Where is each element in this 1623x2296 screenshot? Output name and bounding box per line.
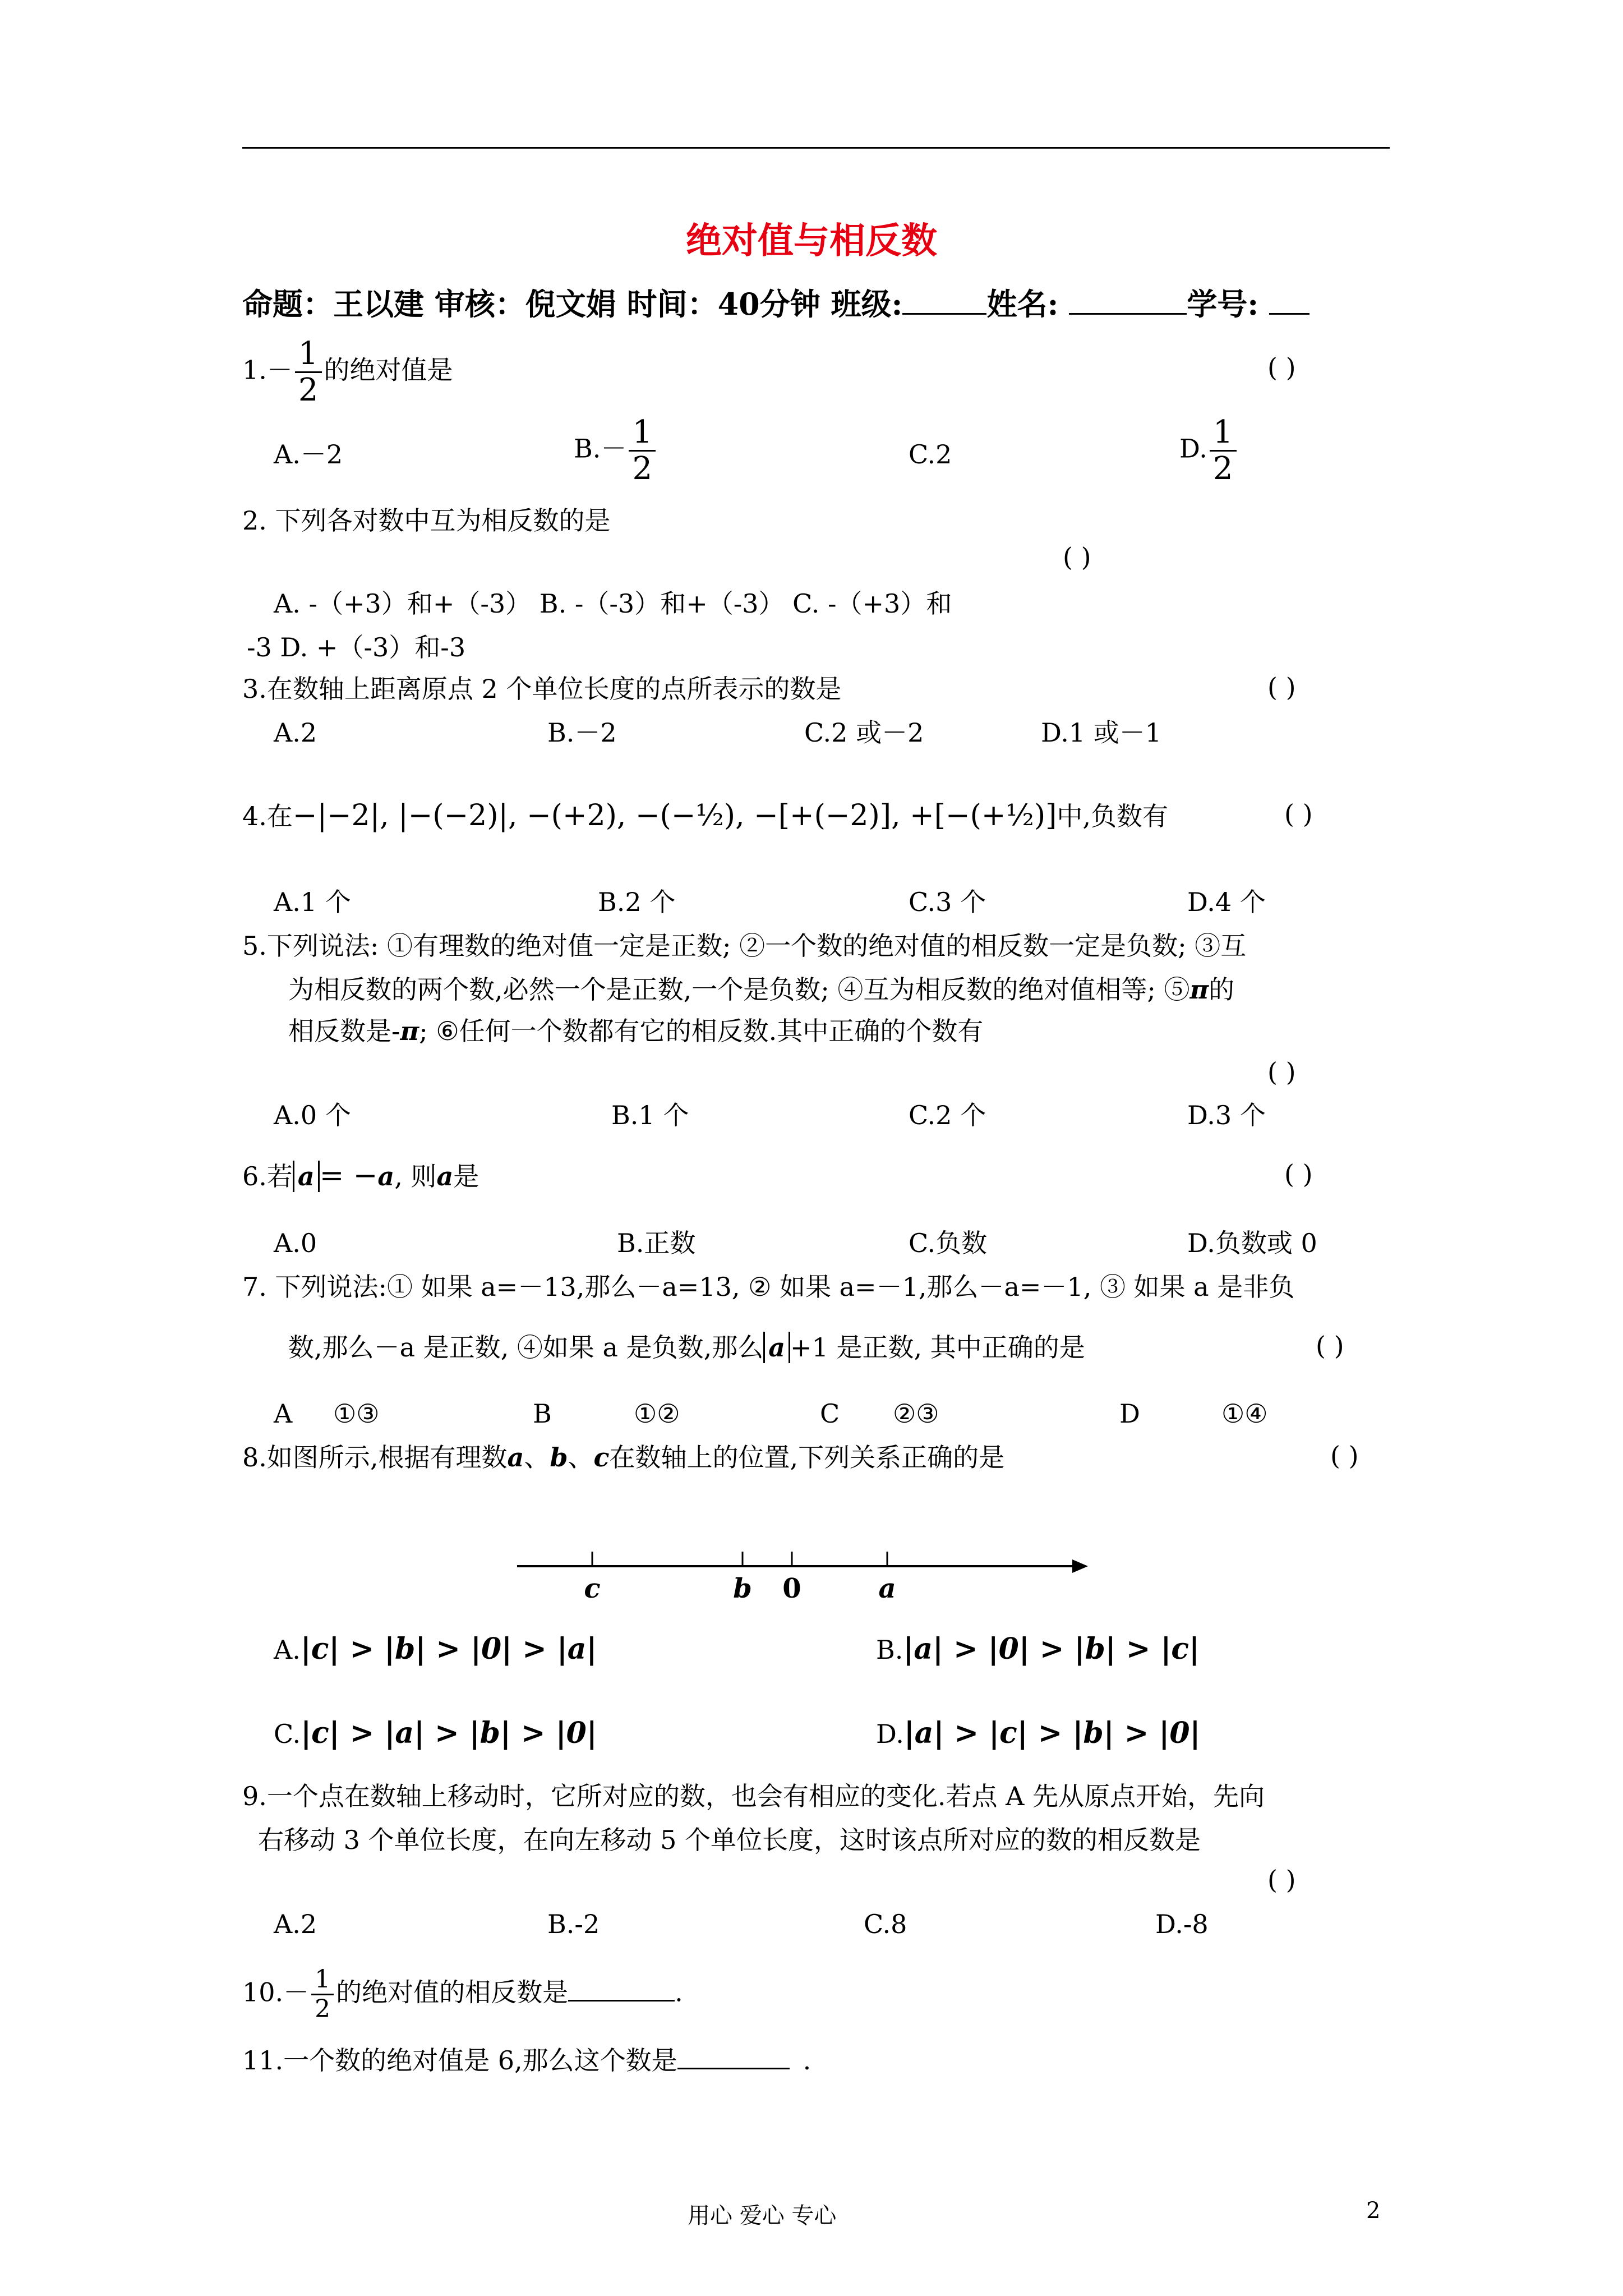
q1-option-b [574, 415, 658, 486]
exam-meta [242, 280, 1310, 324]
q10-tail: 的绝对值的相反数是 [336, 1977, 569, 2008]
class-blank[interactable] [902, 287, 986, 315]
q8-sep-1: 、 [524, 1442, 550, 1473]
footer-motto: 用心 爱心 专心 [688, 2203, 837, 2229]
q1-tail: 的绝对值是 [324, 355, 453, 385]
q4-tail: 中,负数有 [1057, 801, 1169, 831]
q8-option-c [274, 1717, 597, 1751]
q6-option-a: A.0 [274, 1228, 317, 1258]
q7-var-a: a [768, 1332, 786, 1363]
q10-lead: 10.－ [242, 1977, 310, 2008]
q6-answer-paren[interactable]: ( ) [1284, 1159, 1313, 1189]
meta-author: 命题：王以建 审核：倪文娟 时间：40分钟 班级: [242, 286, 903, 322]
q8-option-a-expr: |c| > |b| > |0| > |a| [300, 1632, 597, 1666]
q5-line2 [288, 973, 1234, 1006]
q8-option-c-expr: |c| > |a| > |b| > |0| [301, 1716, 597, 1750]
q1-option-d [1179, 415, 1239, 486]
q7-option-c-value: ②③ [893, 1398, 939, 1429]
q1-stem [242, 337, 453, 408]
q5-line2-end: 的 [1209, 974, 1235, 1005]
q8-answer-paren[interactable]: ( ) [1330, 1441, 1359, 1471]
q8-option-b [876, 1632, 1200, 1667]
q7-line2-start: 数,那么－a 是正数, ④如果 a 是负数,那么 [288, 1332, 764, 1363]
number-line [505, 1526, 1099, 1599]
q1-option-c: C.2 [909, 439, 952, 470]
q6-option-c: C.负数 [909, 1228, 988, 1258]
q5-line3-end: ; ⑥任何一个数都有它的相反数.其中正确的个数有 [419, 1016, 984, 1046]
q4-lead: 4.在 [242, 801, 293, 831]
q5-answer-paren[interactable]: ( ) [1267, 1057, 1296, 1087]
q8-stem-end: 在数轴上的位置,下列关系正确的是 [609, 1442, 1005, 1473]
q10-fraction [311, 1966, 334, 2023]
q1-b-den: 2 [632, 450, 653, 487]
page-title: 绝对值与相反数 [686, 220, 937, 262]
q1-option-a: A.－2 [274, 439, 343, 470]
q11-stem [242, 2042, 811, 2077]
q1-b-fraction [629, 415, 656, 486]
q5-option-a: A.0 个 [274, 1100, 351, 1130]
q1-option-b-label: B.－ [574, 433, 627, 464]
q3-option-a: A.2 [274, 717, 317, 748]
q8-var-a: a [507, 1442, 524, 1473]
q7-option-b-value: ①② [634, 1398, 680, 1429]
q10-den: 2 [315, 1995, 331, 2023]
q8-option-b-expr: |a| > |0| > |b| > |c| [903, 1632, 1200, 1666]
q6-lead: 6.若 [242, 1161, 293, 1191]
q6-var-a-3: a [436, 1161, 454, 1191]
q1-number: 1.－ [242, 355, 293, 385]
q6-abs-a [293, 1161, 320, 1192]
q3-answer-paren[interactable]: ( ) [1267, 672, 1296, 702]
q10-end: . [675, 1977, 683, 2008]
q7-answer-paren[interactable]: ( ) [1316, 1331, 1344, 1361]
q5-option-b: B.1 个 [611, 1100, 689, 1130]
q2-options-line1: A. -（+3）和+（-3） B. -（-3）和+（-3） C. -（+3）和 [274, 588, 952, 619]
q4-expression: −|−2|, |−(−2)|, −(+2), −(−½), −[+(−2)], +[−(+½)] [292, 799, 1057, 832]
q8-option-d-expr: |a| > |c| > |b| > |0| [903, 1716, 1201, 1750]
q11-lead: 11.一个数的绝对值是 6,那么这个数是 [242, 2045, 677, 2076]
q5-line2-text: 为相反数的两个数,必然一个是正数,一个是负数; ④互为相反数的绝对值相等; ⑤ [288, 974, 1190, 1005]
q1-d-num: 1 [1212, 414, 1233, 450]
q7-abs-a [763, 1332, 790, 1363]
q8-option-d-label: D. [876, 1719, 904, 1749]
q9-line2: 右移动 3 个单位长度，在向左移动 5 个单位长度，这时该点所对应的数的相反数是 [258, 1825, 1201, 1855]
q5-option-c: C.2 个 [909, 1100, 986, 1130]
q7-line2 [288, 1331, 1085, 1364]
q10-answer-blank[interactable] [568, 1974, 675, 2001]
q8-option-a [274, 1632, 597, 1667]
q5-line3 [288, 1014, 983, 1048]
page-number: 2 [1366, 2198, 1381, 2224]
q7-option-d-value: ①④ [1221, 1398, 1268, 1429]
q4-answer-paren[interactable]: ( ) [1284, 799, 1313, 829]
number-line-arrow [1072, 1559, 1088, 1573]
meta-id: 学号: [1187, 286, 1269, 322]
q1-frac-num: 1 [298, 335, 319, 372]
q1-answer-paren[interactable]: ( ) [1267, 352, 1296, 383]
q8-var-b: b [550, 1442, 568, 1473]
q1-frac-den: 2 [298, 372, 319, 408]
q9-option-d: D.-8 [1155, 1909, 1209, 1939]
q7-option-b: B [533, 1398, 552, 1429]
q1-b-num: 1 [632, 414, 653, 450]
q11-end: . [803, 2045, 811, 2076]
label-zero: 0 [782, 1573, 801, 1599]
q6-stem [242, 1159, 479, 1193]
name-blank[interactable] [1069, 287, 1187, 315]
q8-stem [242, 1441, 1004, 1474]
q5-line1: 5.下列说法: ①有理数的绝对值一定是正数; ②一个数的绝对值的相反数一定是负数; ③互 [242, 931, 1247, 961]
q1-fraction [295, 337, 322, 408]
q2-answer-paren[interactable]: ( ) [1063, 542, 1091, 572]
q10-stem [242, 1966, 683, 2023]
q7-option-a-value: ①③ [333, 1398, 380, 1429]
q7-line2-end: +1 是正数, 其中正确的是 [790, 1332, 1085, 1363]
q5-pi-2: π [400, 1016, 419, 1046]
id-blank[interactable] [1269, 287, 1310, 315]
q7-option-c: C [820, 1398, 840, 1429]
q1-option-d-label: D. [1179, 433, 1207, 464]
q6-option-b: B.正数 [617, 1228, 696, 1258]
q4-stem [242, 799, 1168, 833]
q8-option-b-label: B. [876, 1635, 903, 1665]
q7-option-a: A [274, 1398, 293, 1429]
q6-option-d: D.负数或 0 [1187, 1228, 1317, 1258]
q8-option-c-label: C. [274, 1719, 301, 1749]
q8-option-d [876, 1717, 1200, 1751]
q9-option-a: A.2 [274, 1909, 317, 1939]
q1-d-fraction [1210, 415, 1237, 486]
q7-option-d: D [1119, 1398, 1140, 1429]
q4-option-a: A.1 个 [274, 887, 351, 917]
q4-option-b: B.2 个 [598, 887, 676, 917]
q9-line1: 9.一个点在数轴上移动时，它所对应的数，也会有相应的变化.若点 A 先从原点开始，先向 [242, 1781, 1265, 1811]
q5-option-d: D.3 个 [1187, 1100, 1266, 1130]
q5-line3-start: 相反数是- [288, 1016, 400, 1046]
q3-option-c: C.2 或－2 [804, 717, 924, 748]
q7-line1: 7. 下列说法:① 如果 a=－13,那么－a=13, ② 如果 a=－1,那么－a=－1, ③ 如果 a 是非负 [242, 1272, 1295, 1302]
q3-option-d: D.1 或－1 [1041, 717, 1162, 748]
q11-answer-blank[interactable] [677, 2042, 790, 2069]
header-rule [242, 147, 1390, 149]
q3-stem: 3.在数轴上距离原点 2 个单位长度的点所表示的数是 [242, 674, 842, 704]
q6-then: , 则 [394, 1161, 437, 1191]
label-a: a [878, 1573, 896, 1599]
q10-num: 1 [315, 1965, 331, 1994]
q5-pi: π [1189, 974, 1209, 1005]
q9-option-b: B.-2 [547, 1909, 600, 1939]
q4-option-d: D.4 个 [1187, 887, 1266, 917]
q3-option-b: B.－2 [547, 717, 617, 748]
q6-var-a: a [297, 1161, 315, 1191]
label-b: b [733, 1573, 752, 1599]
q2-options-line2: -3 D. +（-3）和-3 [247, 632, 466, 662]
q8-option-a-label: A. [274, 1635, 301, 1665]
q2-stem: 2. 下列各对数中互为相反数的是 [242, 505, 611, 536]
label-c: c [584, 1573, 601, 1599]
q9-option-c: C.8 [864, 1909, 907, 1939]
q1-d-den: 2 [1212, 450, 1233, 487]
q4-option-c: C.3 个 [909, 887, 986, 917]
q8-sep-2: 、 [568, 1442, 594, 1473]
q6-tail: 是 [453, 1161, 479, 1191]
q6-equals: = − [319, 1159, 378, 1193]
q9-answer-paren[interactable]: ( ) [1267, 1865, 1296, 1895]
q8-stem-start: 8.如图所示,根据有理数 [242, 1442, 508, 1473]
q8-var-c: c [593, 1442, 610, 1473]
meta-name: 姓名: [986, 286, 1069, 322]
q6-var-a-2: a [377, 1161, 395, 1191]
